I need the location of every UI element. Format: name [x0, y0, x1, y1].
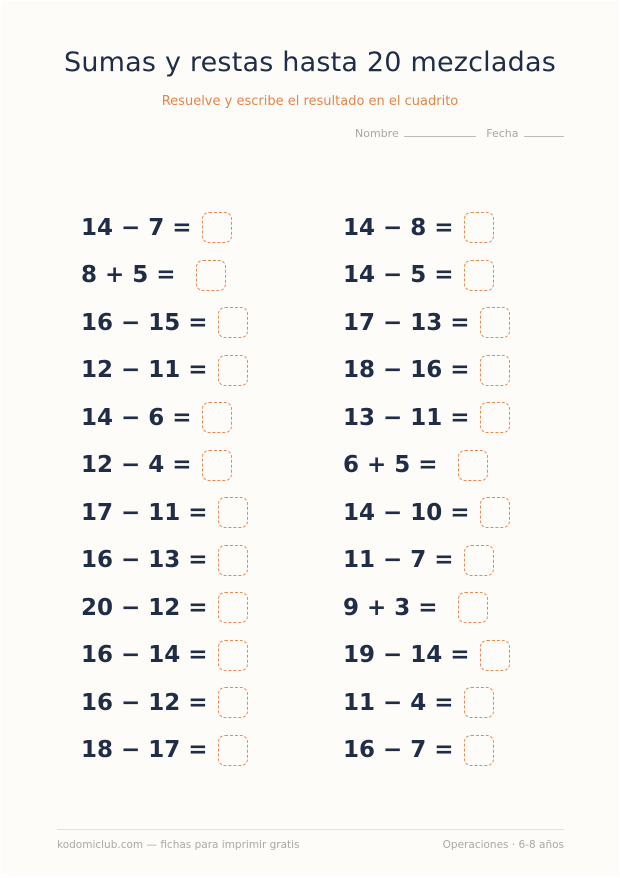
- exercise-row: [343, 252, 510, 300]
- answer-box[interactable]: [218, 545, 248, 576]
- answer-box[interactable]: [458, 450, 488, 481]
- answer-box[interactable]: [218, 592, 248, 623]
- exercise-row: [343, 584, 510, 632]
- name-blank-line[interactable]: [404, 127, 476, 137]
- exercise-expression: 18 − 17 =: [81, 737, 208, 764]
- exercise-expression: 20 − 12 =: [81, 594, 208, 621]
- exercise-expression: 13 − 11 =: [343, 404, 470, 431]
- answer-box[interactable]: [202, 450, 232, 481]
- page-subtitle: Resuelve y escribe el resultado en el cuadrito: [161, 94, 459, 109]
- answer-box[interactable]: [218, 640, 248, 671]
- answer-box[interactable]: [464, 260, 494, 291]
- exercise-row: [81, 442, 248, 490]
- exercise-expression: 14 − 5 =: [343, 262, 454, 289]
- worksheet-page: [1, 1, 619, 876]
- exercise-expression: 16 − 12 =: [81, 689, 208, 716]
- answer-box[interactable]: [480, 402, 510, 433]
- exercise-row: [343, 347, 510, 395]
- exercise-row: [81, 679, 248, 727]
- exercise-expression: 19 − 14 =: [343, 642, 470, 669]
- exercise-row: [81, 394, 248, 442]
- exercise-row: [343, 442, 510, 490]
- exercise-row: [81, 347, 248, 395]
- exercise-column-left: [81, 204, 248, 774]
- answer-box[interactable]: [196, 260, 226, 291]
- exercise-row: [81, 584, 248, 632]
- exercise-row: [81, 537, 248, 585]
- date-blank-line[interactable]: [524, 127, 564, 137]
- exercise-row: [81, 299, 248, 347]
- answer-box[interactable]: [464, 735, 494, 766]
- exercise-row: [81, 489, 248, 537]
- answer-box[interactable]: [464, 545, 494, 576]
- answer-box[interactable]: [480, 355, 510, 386]
- exercise-expression: 14 − 6 =: [81, 404, 192, 431]
- exercise-expression: 6 + 5 =: [343, 452, 438, 479]
- answer-box[interactable]: [480, 640, 510, 671]
- answer-box[interactable]: [458, 592, 488, 623]
- answer-box[interactable]: [480, 497, 510, 528]
- exercise-row: [81, 204, 248, 252]
- exercise-expression: 12 − 4 =: [81, 452, 192, 479]
- exercise-expression: 18 − 16 =: [343, 357, 470, 384]
- answer-box[interactable]: [464, 212, 494, 243]
- answer-box[interactable]: [218, 355, 248, 386]
- answer-box[interactable]: [464, 687, 494, 718]
- exercise-expression: 11 − 7 =: [343, 547, 454, 574]
- footer-divider: [57, 829, 564, 830]
- exercise-expression: 14 − 10 =: [343, 499, 470, 526]
- answer-box[interactable]: [218, 687, 248, 718]
- footer-category-text: Operaciones · 6-8 años: [442, 839, 564, 851]
- answer-box[interactable]: [480, 307, 510, 338]
- student-info: [355, 127, 564, 140]
- exercise-expression: 9 + 3 =: [343, 594, 438, 621]
- date-field[interactable]: [486, 127, 564, 140]
- name-field[interactable]: [355, 127, 476, 140]
- exercise-row: [343, 489, 510, 537]
- exercise-row: [343, 679, 510, 727]
- answer-box[interactable]: [202, 212, 232, 243]
- exercise-row: [343, 394, 510, 442]
- answer-box[interactable]: [218, 497, 248, 528]
- exercise-expression: 17 − 11 =: [81, 499, 208, 526]
- footer-site-text: kodomiclub.com — fichas para imprimir gratis: [57, 839, 300, 851]
- exercise-expression: 11 − 4 =: [343, 689, 454, 716]
- answer-box[interactable]: [202, 402, 232, 433]
- name-label: Nombre: [355, 127, 399, 140]
- exercise-expression: 17 − 13 =: [343, 309, 470, 336]
- exercise-expression: 12 − 11 =: [81, 357, 208, 384]
- exercise-expression: 14 − 7 =: [81, 214, 192, 241]
- exercise-expression: 8 + 5 =: [81, 262, 176, 289]
- exercise-expression: 16 − 7 =: [343, 737, 454, 764]
- exercise-expression: 16 − 14 =: [81, 642, 208, 669]
- exercise-row: [343, 727, 510, 775]
- page-title: Sumas y restas hasta 20 mezcladas: [64, 47, 556, 78]
- exercise-row: [343, 299, 510, 347]
- exercise-row: [81, 252, 248, 300]
- exercise-row: [343, 537, 510, 585]
- answer-box[interactable]: [218, 307, 248, 338]
- date-label: Fecha: [486, 127, 519, 140]
- exercise-row: [81, 632, 248, 680]
- exercise-row: [343, 204, 510, 252]
- answer-box[interactable]: [218, 735, 248, 766]
- exercise-row: [343, 632, 510, 680]
- exercise-expression: 14 − 8 =: [343, 214, 454, 241]
- exercise-expression: 16 − 15 =: [81, 309, 208, 336]
- exercise-column-right: [343, 204, 510, 774]
- exercise-expression: 16 − 13 =: [81, 547, 208, 574]
- exercise-row: [81, 727, 248, 775]
